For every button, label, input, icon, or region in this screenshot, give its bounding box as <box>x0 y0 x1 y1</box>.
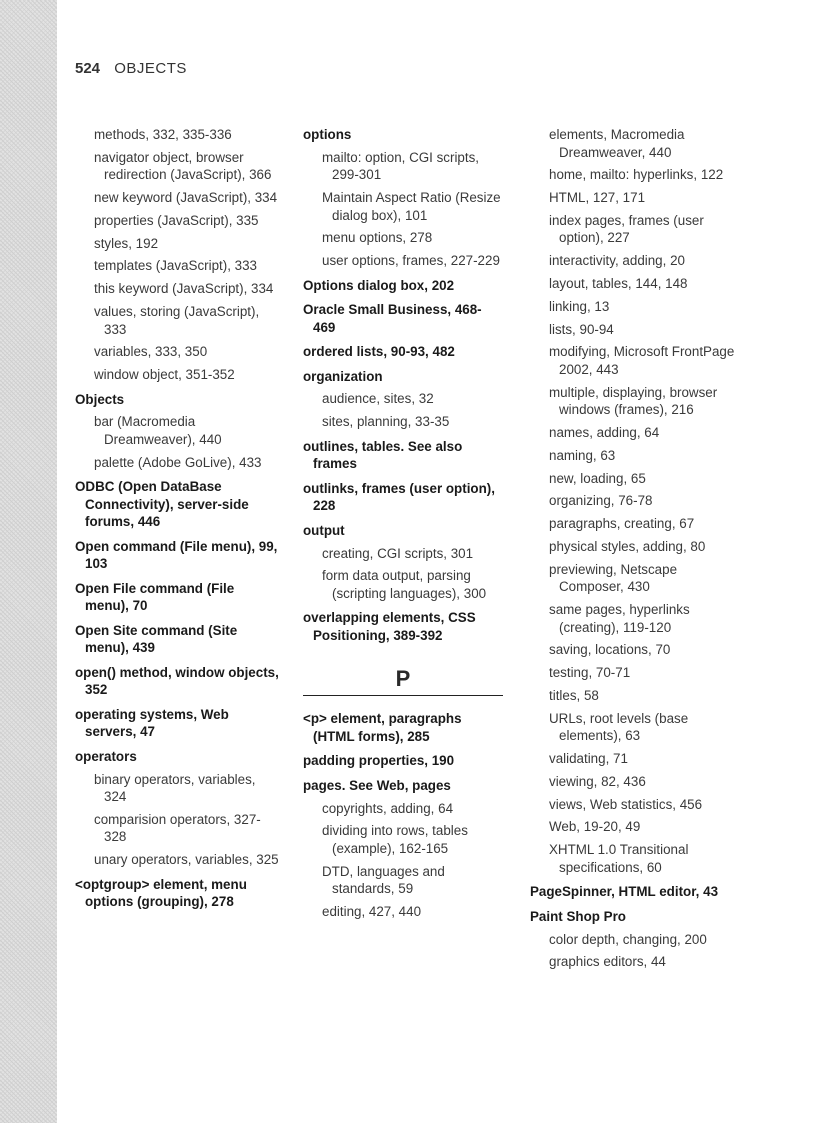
index-subentry: index pages, frames (user option), 227 <box>549 212 704 246</box>
index-subentry: views, Web statistics, 456 <box>549 796 703 812</box>
index-subentry: linking, 13 <box>549 298 610 314</box>
index-subentry: lists, 90-94 <box>549 321 614 337</box>
index-subentry: bar (Macromedia Dreamweaver), 440 <box>94 414 222 447</box>
index-subentry: unary operators, variables, 325 <box>94 852 279 868</box>
index-entry: outlines, tables. See also frames <box>303 438 463 472</box>
index-entry: Paint Shop Pro <box>530 908 626 924</box>
index-subentry: palette (Adobe GoLive), 433 <box>94 454 262 470</box>
index-subentry: Web, 19-20, 49 <box>549 819 641 835</box>
index-subentry: audience, sites, 32 <box>322 391 434 407</box>
index-subentry: layout, tables, 144, 148 <box>549 275 688 291</box>
index-entry: organization <box>303 368 383 384</box>
index-entry: Objects <box>75 391 125 407</box>
index-subentry: saving, locations, 70 <box>549 642 671 658</box>
page-number: 524 <box>75 60 101 77</box>
index-subentry: menu options, 278 <box>322 230 433 246</box>
index-subentry: mailto: option, CGI scripts, 299-301 <box>322 149 480 183</box>
index-subentry: paragraphs, creating, 67 <box>549 516 695 532</box>
index-entry: ODBC (Open DataBase Connectivity), server-side forums, 446 <box>75 479 249 530</box>
index-entry: open() method, window objects, 352 <box>75 664 279 698</box>
index-subentry: form data output, parsing (scripting languages), 300 <box>322 568 487 601</box>
index-subentry: organizing, 76-78 <box>549 493 653 509</box>
index-subentry: previewing, Netscape Composer, 430 <box>549 561 678 595</box>
index-subentry: methods, 332, 335-336 <box>94 127 232 142</box>
index-entry: ordered lists, 90-93, 482 <box>303 344 455 360</box>
index-subentry: binary operators, variables, 324 <box>94 771 256 805</box>
index-subentry: elements, Macromedia Dreamweaver, 440 <box>549 127 685 160</box>
index-subentry: properties (JavaScript), 335 <box>94 212 259 228</box>
index-subentry: viewing, 82, 436 <box>549 773 646 789</box>
index-subentry: values, storing (JavaScript), 333 <box>94 304 260 337</box>
index-entry: outlinks, frames (user option), 228 <box>303 480 495 514</box>
index-subentry: navigator object, browser redirection (JavaScript), 366 <box>94 149 272 183</box>
index-entry: PageSpinner, HTML editor, 43 <box>530 884 719 900</box>
index-subentry: templates (JavaScript), 333 <box>94 258 257 274</box>
index-subentry: user options, frames, 227-229 <box>322 253 500 269</box>
index-subentry: multiple, displaying, browser windows (frames), 216 <box>549 384 718 418</box>
index-subentry: XHTML 1.0 Transitional specifications, 60 <box>549 842 689 875</box>
index-subentry: names, adding, 64 <box>549 424 660 440</box>
running-header <box>75 60 187 77</box>
index-subentry: physical styles, adding, 80 <box>549 538 706 554</box>
index-subentry: this keyword (JavaScript), 334 <box>94 281 274 297</box>
index-subentry: new, loading, 65 <box>549 470 646 486</box>
index-subentry: editing, 427, 440 <box>322 904 422 920</box>
index-subentry: titles, 58 <box>549 687 599 703</box>
index-subentry: Maintain Aspect Ratio (Resize dialog box), 101 <box>322 190 501 223</box>
index-subentry: HTML, 127, 171 <box>549 190 646 206</box>
index-subentry: interactivity, adding, 20 <box>549 253 685 269</box>
index-entry: <optgroup> element, menu options (grouping), 278 <box>75 876 247 910</box>
index-subentry: home, mailto: hyperlinks, 122 <box>549 167 724 183</box>
index-column-1 <box>75 126 280 916</box>
index-subentry: comparision operators, 327-328 <box>94 811 261 845</box>
index-subentry: styles, 192 <box>94 235 159 251</box>
index-subentry: copyrights, adding, 64 <box>322 800 454 816</box>
index-subentry: sites, planning, 33-35 <box>322 414 450 430</box>
letter-heading: P <box>303 666 503 696</box>
index-subentry: URLs, root levels (base elements), 63 <box>549 710 689 744</box>
index-column-2 <box>303 126 503 926</box>
index-subentry: color depth, changing, 200 <box>549 931 707 947</box>
index-subentry: variables, 333, 350 <box>94 344 208 360</box>
index-entry: Options dialog box, 202 <box>303 277 455 293</box>
index-subentry: DTD, languages and standards, 59 <box>322 863 445 897</box>
index-subentry: window object, 351-352 <box>94 367 235 383</box>
index-subentry: creating, CGI scripts, 301 <box>322 545 474 561</box>
index-subentry: naming, 63 <box>549 447 616 463</box>
index-list-o <box>303 126 503 644</box>
section-title: OBJECTS <box>114 60 187 77</box>
index-entry: pages. See Web, pages <box>303 777 451 793</box>
index-entry: operating systems, Web servers, 47 <box>75 706 229 740</box>
index-subentry: testing, 70-71 <box>549 665 631 681</box>
page-edge-strip <box>0 0 57 1123</box>
index-subentry: new keyword (JavaScript), 334 <box>94 190 278 206</box>
index-subentry: dividing into rows, tables (example), 162-165 <box>322 823 468 856</box>
index-column-3 <box>530 126 745 976</box>
index-entry: padding properties, 190 <box>303 753 455 769</box>
index-subentry: validating, 71 <box>549 751 628 767</box>
index-subentry: same pages, hyperlinks (creating), 119-120 <box>549 602 690 635</box>
index-entry: output <box>303 522 345 538</box>
index-entry: Open command (File menu), 99, 103 <box>75 538 278 572</box>
index-entry: <p> element, paragraphs (HTML forms), 285 <box>303 711 462 744</box>
index-list-p <box>303 710 503 920</box>
index-subentry: graphics editors, 44 <box>549 954 666 970</box>
index-entry: overlapping elements, CSS Positioning, 389-392 <box>303 610 476 643</box>
index-entry: Open File command (File menu), 70 <box>75 580 235 614</box>
index-entry: options <box>303 127 352 142</box>
index-entry: Open Site command (Site menu), 439 <box>75 622 238 656</box>
index-subentry: modifying, Microsoft FrontPage 2002, 443 <box>549 344 735 377</box>
index-entry: operators <box>75 748 137 764</box>
index-entry: Oracle Small Business, 468-469 <box>303 302 482 335</box>
